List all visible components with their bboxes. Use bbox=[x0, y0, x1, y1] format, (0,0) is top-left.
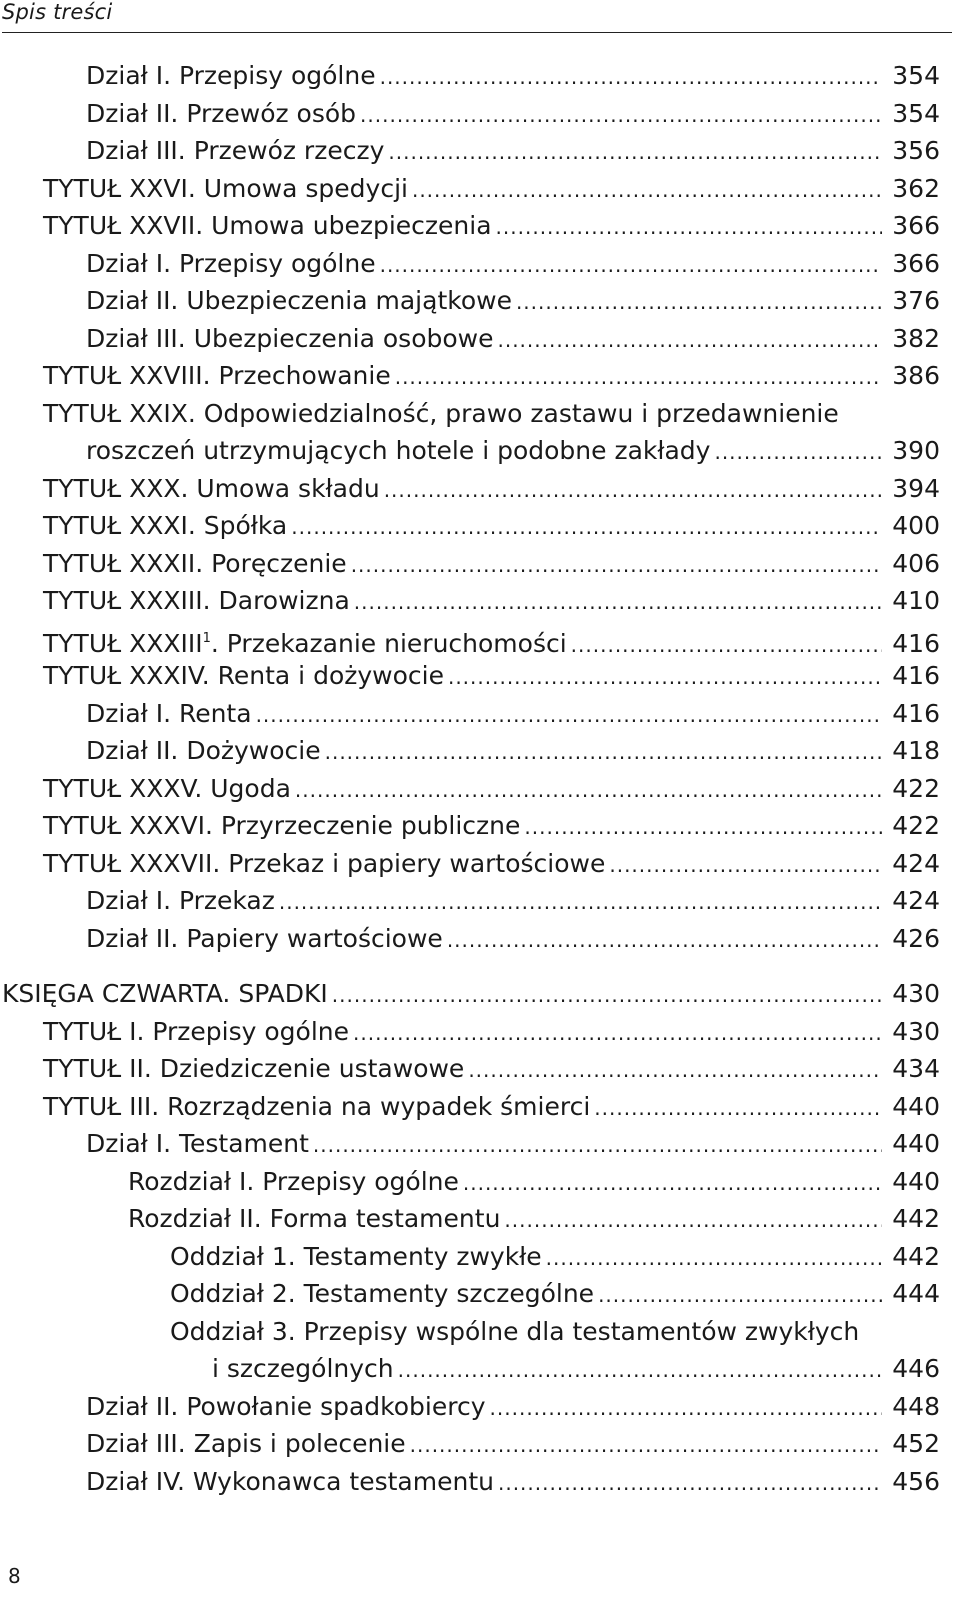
toc-entry bbox=[0, 620, 940, 658]
toc-entry-page: 386 bbox=[892, 361, 940, 390]
toc-entry-page: 434 bbox=[892, 1054, 940, 1083]
toc-entry-title: Oddział 2. Testamenty szczególne bbox=[170, 1279, 595, 1308]
toc-entry-page: 366 bbox=[892, 248, 940, 278]
dot-leader bbox=[380, 59, 882, 97]
dot-leader bbox=[448, 659, 882, 697]
toc-entry-title: TYTUŁ XXXVI. Przyrzeczenie publiczne bbox=[43, 811, 521, 840]
toc-entry-page: 422 bbox=[892, 811, 940, 840]
toc-entry-page: 376 bbox=[892, 286, 940, 315]
toc-entry bbox=[0, 132, 940, 170]
toc-entry bbox=[0, 920, 940, 958]
toc-entry-title: Dział I. Przepisy ogólne bbox=[86, 248, 376, 278]
toc-entry-title: Dział I. Przekaz bbox=[86, 886, 275, 915]
dot-leader bbox=[354, 584, 882, 622]
toc-entry-title bbox=[43, 620, 567, 663]
dot-leader bbox=[360, 97, 882, 135]
dot-leader bbox=[714, 434, 882, 472]
toc-entry-title: Dział I. Przepisy ogólne bbox=[86, 61, 376, 90]
toc-entry-title: TYTUŁ XXXI. Spółka bbox=[43, 511, 288, 540]
toc-entry bbox=[0, 1388, 940, 1426]
dot-leader bbox=[498, 1465, 882, 1503]
table-of-contents bbox=[0, 57, 940, 1500]
dot-leader bbox=[313, 1127, 882, 1165]
dot-leader bbox=[395, 359, 882, 397]
toc-entry-page: 356 bbox=[892, 136, 940, 165]
toc-entry-page: 430 bbox=[892, 1016, 940, 1046]
dot-leader bbox=[516, 284, 882, 322]
toc-entry-book bbox=[0, 975, 940, 1013]
toc-entry-first-line bbox=[0, 395, 940, 433]
toc-entry-page: 424 bbox=[892, 848, 940, 878]
toc-entry-title: Dział II. Przewóz osób bbox=[86, 98, 357, 128]
toc-entry-page: 446 bbox=[892, 1354, 940, 1383]
toc-entry-page: 366 bbox=[892, 211, 940, 240]
toc-entry-page: 424 bbox=[892, 886, 940, 915]
dot-leader bbox=[380, 247, 882, 285]
dot-leader bbox=[546, 1240, 882, 1278]
toc-entry bbox=[0, 170, 940, 208]
toc-entry bbox=[0, 320, 940, 358]
toc-entry-page: 448 bbox=[892, 1391, 940, 1421]
toc-entry-continuation bbox=[0, 432, 940, 470]
toc-entry-title: TYTUŁ XXVI. Umowa spedycji bbox=[43, 173, 408, 203]
toc-entry-title: Dział IV. Wykonawca testamentu bbox=[86, 1466, 494, 1496]
dot-leader bbox=[388, 134, 882, 172]
toc-entry-title: Rozdział I. Przepisy ogólne bbox=[128, 1166, 459, 1196]
toc-entry bbox=[0, 207, 940, 245]
dot-leader bbox=[325, 734, 882, 772]
toc-entry-page: 362 bbox=[892, 173, 940, 203]
dot-leader bbox=[468, 1052, 882, 1090]
toc-entry bbox=[0, 57, 940, 95]
toc-entry-page: 416 bbox=[892, 628, 940, 658]
dot-leader bbox=[609, 847, 882, 885]
toc-entry-page: 416 bbox=[892, 698, 940, 728]
toc-entry bbox=[0, 1463, 940, 1501]
toc-entry-page: 400 bbox=[892, 511, 940, 540]
toc-entry bbox=[0, 545, 940, 583]
dot-leader bbox=[279, 884, 882, 922]
dot-leader bbox=[353, 1015, 882, 1053]
toc-entry-title: Oddział 3. Przepisy wspólne dla testamentów zwykłych bbox=[170, 1316, 860, 1346]
toc-entry-page: 440 bbox=[892, 1129, 940, 1158]
dot-leader bbox=[410, 1427, 882, 1465]
toc-entry-title: Dział III. Zapis i polecenie bbox=[86, 1429, 406, 1458]
dot-leader bbox=[497, 322, 882, 360]
dot-leader bbox=[598, 1277, 882, 1315]
superscript: 1 bbox=[202, 630, 211, 646]
toc-entry bbox=[0, 1050, 940, 1088]
toc-entry-title: i szczególnych bbox=[212, 1354, 394, 1383]
toc-entry bbox=[0, 1200, 940, 1238]
toc-entry-title: Dział I. Testament bbox=[86, 1129, 309, 1158]
toc-entry-title: TYTUŁ XXXVII. Przekaz i papiery wartościowe bbox=[43, 848, 606, 878]
toc-entry bbox=[0, 695, 940, 733]
toc-entry-page: 456 bbox=[892, 1466, 940, 1496]
toc-entry bbox=[0, 807, 940, 845]
dot-leader bbox=[295, 772, 882, 810]
toc-entry-page: 390 bbox=[892, 436, 940, 465]
toc-entry-page: 444 bbox=[892, 1279, 940, 1308]
toc-entry-page: 382 bbox=[892, 323, 940, 353]
toc-entry bbox=[0, 470, 940, 508]
dot-leader bbox=[256, 697, 882, 735]
dot-leader bbox=[524, 809, 882, 847]
toc-entry-page: 354 bbox=[892, 98, 940, 128]
toc-entry-title: TYTUŁ XXXIII. Darowizna bbox=[43, 586, 350, 615]
toc-entry bbox=[0, 95, 940, 133]
toc-entry-title: Dział II. Dożywocie bbox=[86, 736, 321, 765]
toc-entry bbox=[0, 1125, 940, 1163]
toc-entry-title: TYTUŁ I. Przepisy ogólne bbox=[43, 1016, 350, 1046]
dot-leader bbox=[332, 977, 882, 1015]
toc-entry bbox=[0, 657, 940, 695]
dot-leader bbox=[291, 509, 882, 547]
toc-entry-page: 418 bbox=[892, 736, 940, 765]
toc-entry-page: 440 bbox=[892, 1166, 940, 1196]
toc-entry-title: TYTUŁ XXXII. Poręczenie bbox=[43, 548, 347, 578]
toc-entry-title-rest: . Przekazanie nieruchomości bbox=[210, 628, 567, 658]
running-title: Spis treści bbox=[2, 0, 113, 24]
dot-leader bbox=[447, 922, 882, 960]
toc-entry bbox=[0, 1088, 940, 1126]
toc-entry-page: 452 bbox=[892, 1429, 940, 1458]
toc-entry-title: Rozdział II. Forma testamentu bbox=[128, 1204, 501, 1233]
toc-entry-title: Dział III. Przewóz rzeczy bbox=[86, 136, 385, 165]
toc-entry-page: 442 bbox=[892, 1241, 940, 1271]
toc-entry-title: TYTUŁ XXXV. Ugoda bbox=[43, 773, 291, 803]
toc-entry bbox=[0, 282, 940, 320]
toc-entry bbox=[0, 582, 940, 620]
toc-entry-title: Dział III. Ubezpieczenia osobowe bbox=[86, 323, 494, 353]
toc-entry-title: TYTUŁ XXVII. Umowa ubezpieczenia bbox=[43, 211, 492, 240]
toc-entry bbox=[0, 357, 940, 395]
toc-entry-page: 410 bbox=[892, 586, 940, 615]
toc-entry bbox=[0, 1275, 940, 1313]
toc-entry bbox=[0, 845, 940, 883]
toc-entry bbox=[0, 1238, 940, 1276]
dot-leader bbox=[398, 1352, 882, 1390]
toc-entry-title: KSIĘGA CZWARTA. SPADKI bbox=[2, 979, 328, 1008]
running-header bbox=[2, 0, 952, 33]
toc-entry-page: 416 bbox=[892, 661, 940, 690]
toc-entry-page: 430 bbox=[892, 979, 940, 1008]
toc-entry-title: TYTUŁ II. Dziedziczenie ustawowe bbox=[43, 1054, 465, 1083]
dot-leader bbox=[496, 209, 882, 247]
toc-entry-page: 440 bbox=[892, 1091, 940, 1121]
toc-entry bbox=[0, 1425, 940, 1463]
toc-entry-title: Dział II. Powołanie spadkobiercy bbox=[86, 1391, 486, 1421]
toc-entry-first-line bbox=[0, 1313, 940, 1351]
toc-entry-title: TYTUŁ XXXIV. Renta i dożywocie bbox=[43, 661, 444, 690]
toc-entry-title: TYTUŁ XXX. Umowa składu bbox=[43, 473, 380, 503]
toc-entry-continuation bbox=[0, 1350, 940, 1388]
toc-entry-title: TYTUŁ XXIX. Odpowiedzialność, prawo zastawu i przedawnienie bbox=[43, 398, 839, 428]
dot-leader bbox=[412, 172, 882, 210]
toc-entry-page: 426 bbox=[892, 923, 940, 953]
toc-entry bbox=[0, 245, 940, 283]
toc-entry-title-main: TYTUŁ XXXIII bbox=[43, 628, 203, 658]
toc-entry-page: 394 bbox=[892, 473, 940, 503]
toc-entry bbox=[0, 732, 940, 770]
toc-entry-title: TYTUŁ XXVIII. Przechowanie bbox=[43, 361, 391, 390]
toc-entry bbox=[0, 882, 940, 920]
dot-leader bbox=[594, 1090, 882, 1128]
toc-entry bbox=[0, 1163, 940, 1201]
page-number: 8 bbox=[8, 1564, 21, 1588]
toc-entry-page: 422 bbox=[892, 773, 940, 803]
dot-leader bbox=[351, 547, 882, 585]
toc-entry-title: roszczeń utrzymujących hotele i podobne zakłady bbox=[86, 436, 711, 465]
toc-entry-title: TYTUŁ III. Rozrządzenia na wypadek śmierci bbox=[43, 1091, 591, 1121]
toc-entry bbox=[0, 507, 940, 545]
toc-entry bbox=[0, 1013, 940, 1051]
toc-entry-page: 406 bbox=[892, 548, 940, 578]
dot-leader bbox=[490, 1390, 882, 1428]
toc-entry bbox=[0, 770, 940, 808]
toc-entry-title: Dział II. Ubezpieczenia majątkowe bbox=[86, 286, 512, 315]
dot-leader bbox=[384, 472, 882, 510]
toc-entry-page: 442 bbox=[892, 1204, 940, 1233]
toc-entry-title: Dział II. Papiery wartościowe bbox=[86, 923, 443, 953]
dot-leader bbox=[504, 1202, 882, 1240]
toc-entry-title: Oddział 1. Testamenty zwykłe bbox=[170, 1241, 542, 1271]
toc-entry-page: 354 bbox=[892, 61, 940, 90]
toc-entry-title: Dział I. Renta bbox=[86, 698, 252, 728]
dot-leader bbox=[463, 1165, 882, 1203]
